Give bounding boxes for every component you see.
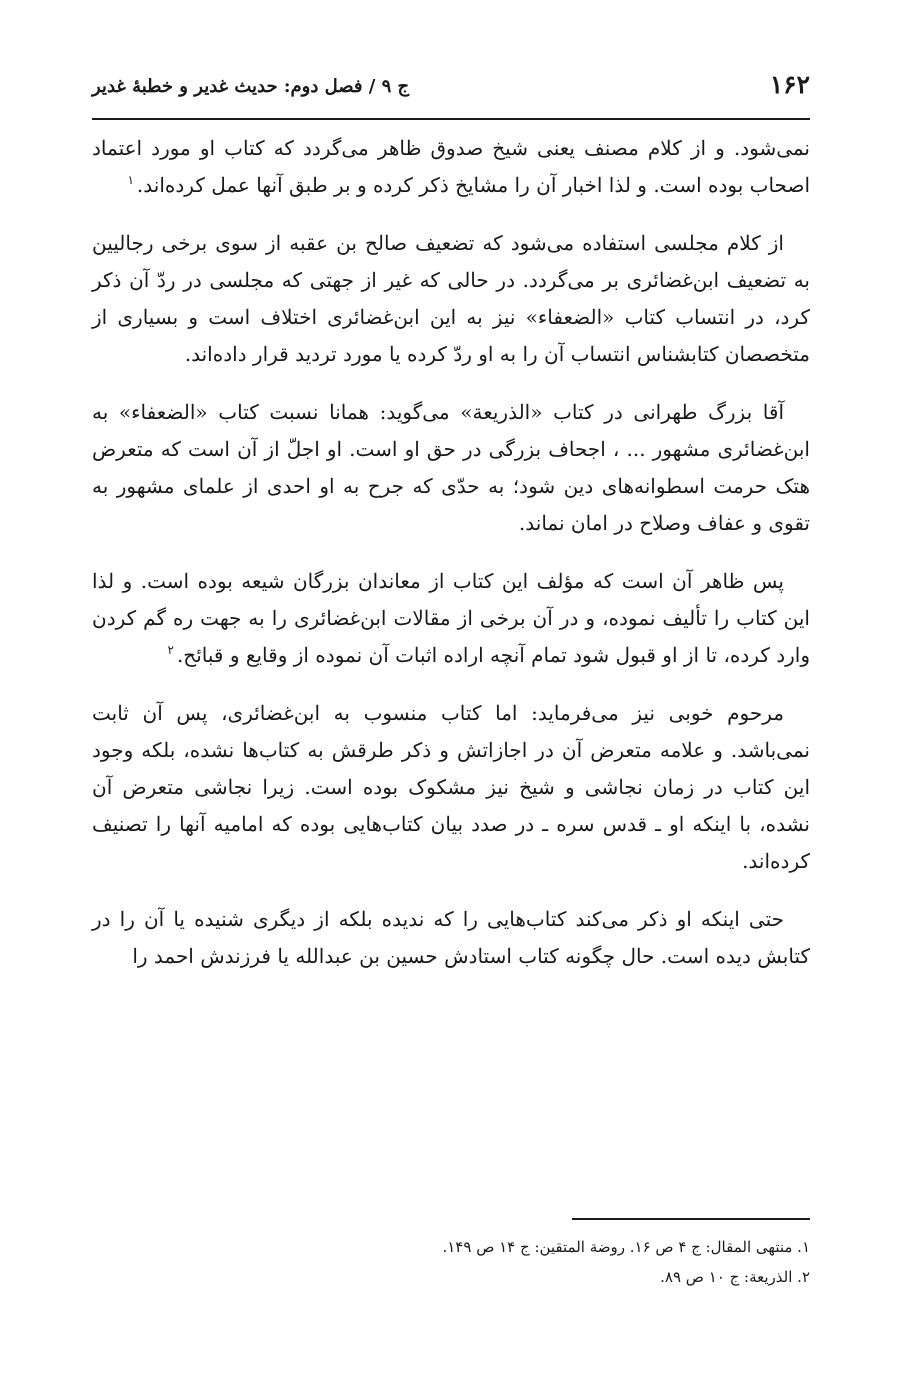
footnote-1: ۱. منتهی المقال: ج ۴ ص ۱۶. روضة المتقین: ج ۱۴ ص ۱۴۹. xyxy=(442,1238,810,1256)
body-text xyxy=(92,130,810,996)
running-head: ج ۹ / فصل دوم: حدیث غدیر و خطبهٔ غدیر xyxy=(92,76,410,97)
paragraph-6: حتی اینکه او ذکر می‌کند کتاب‌هایی را که ندیده بلکه از دیگری شنیده یا آن را در کتابش دیده است. حال چگونه کتاب استادش حسین بن عبدالله یا فرزندش احمد را xyxy=(92,907,810,968)
page-number: ۱۶۲ xyxy=(769,70,810,99)
page-header xyxy=(92,62,810,120)
footnote-2: ۲. الذریعة: ج ۱۰ ص ۸۹. xyxy=(660,1268,810,1286)
paragraph-5: مرحوم خوبی نیز می‌فرماید: اما کتاب منسوب به ابن‌غضائری، پس آن ثابت نمی‌باشد. و علامه متعرض آن در اجازاتش و ذکر طرقش به کتاب‌ها نشده، بلکه وجود این کتاب در زمان نجاشی و شیخ نیز مشکوک بوده است. زیرا نجاشی متعرض آن نشده، با اینکه او ـ قدس سره ـ در صدد بیان کتاب‌هایی بوده که امامیه آنها را تصنیف کرده‌اند. xyxy=(92,701,810,873)
paragraph-1: نمی‌شود. و از کلام مصنف یعنی شیخ صدوق ظاهر می‌گردد که کتاب او مورد اعتماد اصحاب بوده است. و لذا اخبار آن را مشایخ ذکر کرده و بر طبق آنها عمل کرده‌اند.$^۱$ xyxy=(92,136,810,197)
footnotes xyxy=(92,1232,810,1292)
footnote-ref-1[interactable]: ۱ xyxy=(127,173,134,188)
footnote-ref-2[interactable]: ۲ xyxy=(167,643,174,658)
paragraph-3: آقا بزرگ طهرانی در کتاب «الذریعة» می‌گوید: همانا نسبت کتاب «الضعفاء» به ابن‌غضائری مشهور ... ، اجحاف بزرگی در حق او است. او اجلّ از آن است که متعرض هتک حرمت اسطوانه‌های دین شود؛ به حدّی که جرح به او احدی از علمای مشهور به تقوی و عفاف وصلاح در امان نماند. xyxy=(92,400,810,535)
paragraph-2: از کلام مجلسی استفاده می‌شود که تضعیف صالح بن عقبه از سوی برخی رجالیین به تضعیف ابن‌غضائری بر می‌گردد. در حالی که غیر از جهتی که مجلسی در ردّ آن ذکر کرد، در انتساب کتاب «الضعفاء» نیز به این ابن‌غضائری اختلاف است و بسیاری از متخصصان کتابشناس انتساب آن را به او ردّ کرده یا مورد تردید قرار داده‌اند. xyxy=(92,231,810,366)
footnote-separator xyxy=(572,1218,810,1220)
paragraph-4: پس ظاهر آن است که مؤلف این کتاب از معاندان بزرگان شیعه بوده است. و لذا این کتاب را تألیف نموده، و در آن برخی از مقالات ابن‌غضائری را به جهت ره گم کردن وارد کرده، تا از او قبول شود تمام آنچه اراده اثبات آن نموده از وقایع و قبائح.$^۲$ xyxy=(92,569,810,667)
